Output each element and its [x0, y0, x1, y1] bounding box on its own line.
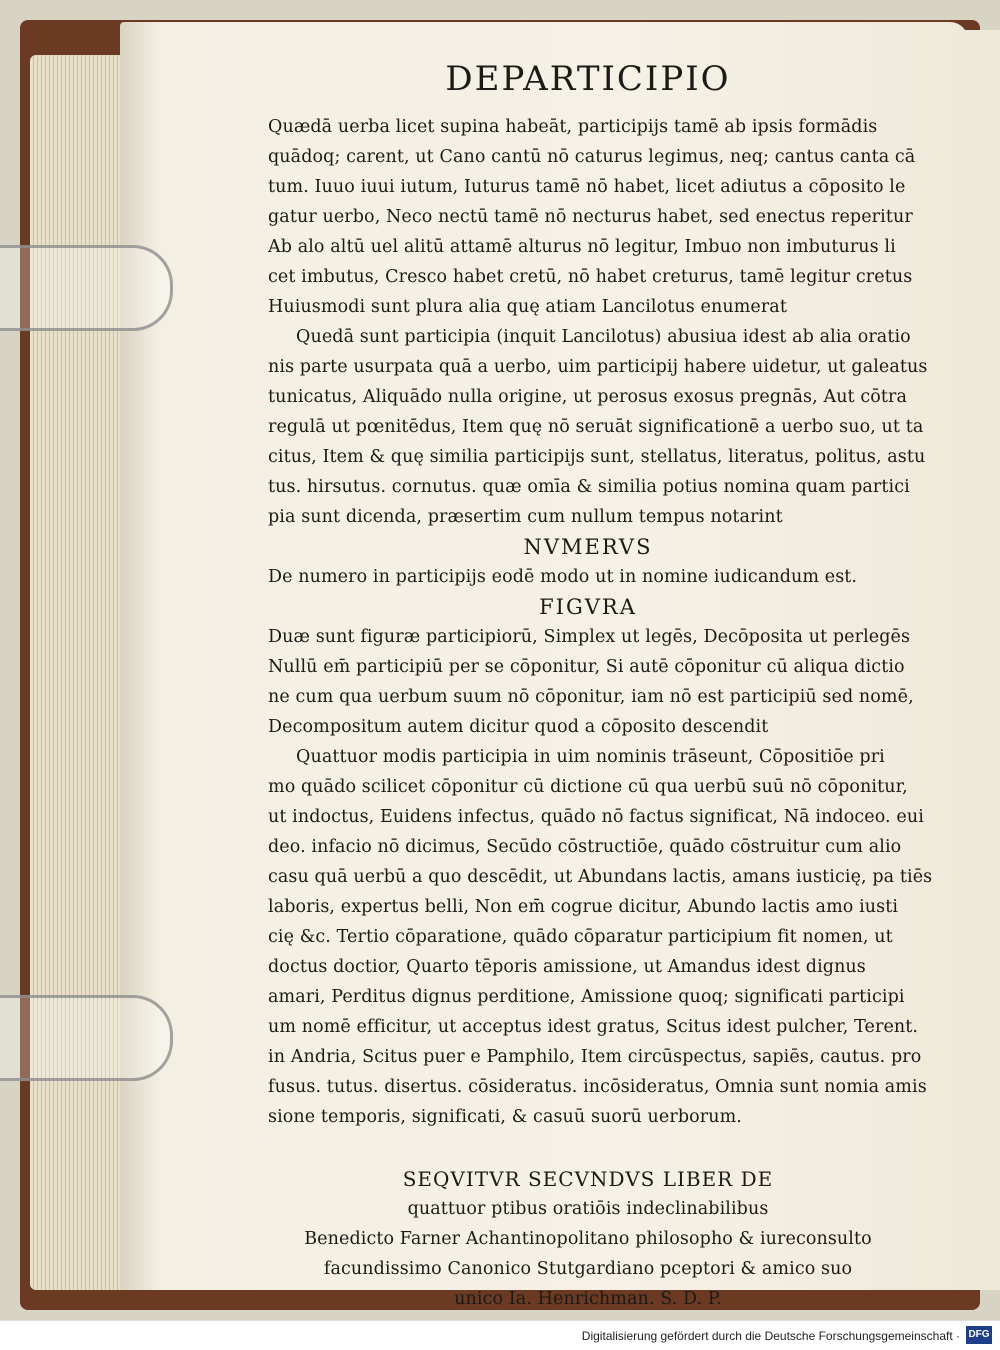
funding-credit: Digitalisierung gefördert durch die Deutsche Forschungsgemeinschaft ·	[581, 1329, 960, 1343]
text-line: Huiusmodi sunt plura alia quę atiam Lancilotus enumerat	[268, 297, 787, 317]
text-line: um nomē efficitur, ut acceptus idest gratus, Scitus idest pulcher, Terent.	[268, 1017, 919, 1037]
text-line: doctus doctior, Quarto tēporis amissione, ut Amandus idest dignus	[268, 957, 866, 977]
text-line: ne cum qua uerbum suum nō cōponitur, iam nō est participiū sed nomē,	[268, 687, 914, 707]
text-line: Quedā sunt participia (inquit Lancilotus) abusiua idest ab alia oratio	[296, 327, 911, 347]
text-line: tum. Iuuo iuui iutum, Iuturus tamē nō habet, licet adiutus a cōposito le	[268, 177, 906, 197]
colophon-line: quattuor ptibus oratiōis indeclinabilibus	[407, 1199, 769, 1219]
dfg-logo: DFG	[966, 1326, 992, 1344]
text-line: sione temporis, significati, & casuū suorū uerborum.	[268, 1107, 742, 1127]
text-line: in Andria, Scitus puer e Pamphilo, Item circūspectus, sapiēs, cautus. pro	[268, 1047, 922, 1067]
text-line: Decompositum autem dicitur quod a cōposito descendit	[268, 717, 769, 737]
text-line: fusus. tutus. disertus. cōsideratus. incōsideratus, Omnia sunt nomia amis	[268, 1077, 927, 1097]
text-line: amari, Perditus dignus perditione, Amissione quoq; significati participi	[268, 987, 905, 1007]
colophon-line: Benedicto Farner Achantinopolitano philosopho & iureconsulto	[304, 1229, 872, 1249]
text-line: gatur uerbo, Neco nectū tamē nō necturus habet, sed enectus reperitur	[268, 207, 913, 227]
text-line: deo. infacio nō dicimus, Secūdo cōstructiōe, quādo cōstruitur cum alio	[268, 837, 902, 857]
text-line: Ab alo altū uel alitū attamē alturus nō legitur, Imbuo non imbuturus li	[268, 237, 896, 257]
text-line: Nullū em̄ participiū per se cōponitur, Si autē cōponitur cū aliqua dictio	[268, 657, 905, 677]
page-clip-top	[0, 245, 173, 331]
colophon-line: unico Ia. Henrichman. S. D. P.	[454, 1289, 722, 1309]
facing-page	[960, 30, 1000, 1290]
text-line: Quædā uerba licet supina habeāt, participijs tamē ab ipsis formādis	[268, 117, 878, 137]
page-clip-bottom	[0, 995, 173, 1081]
section-gap	[268, 1132, 908, 1164]
footer-bar	[0, 1320, 1000, 1350]
text-line: laboris, expertus belli, Non em̄ cogrue dicitur, Abundo lactis amo iusti	[268, 897, 899, 917]
text-line: ut indoctus, Euidens infectus, quādo nō factus significat, Nā indoceo. eui	[268, 807, 924, 827]
text-line: tus. hirsutus. cornutus. quæ omīa & similia potius nomina quam partici	[268, 477, 910, 497]
text-line: cet imbutus, Cresco habet cretū, nō habet creturus, tamē legitur cretus	[268, 267, 913, 287]
text-line: casu quā uerbū a quo descēdit, ut Abundans lactis, amans iusticię, pa tiēs	[268, 867, 933, 887]
page-text	[268, 48, 933, 1314]
text-line: Duæ sunt figuræ participiorū, Simplex ut legēs, Decōposita ut perlegēs	[268, 627, 911, 647]
text-line: tunicatus, Aliquādo nulla origine, ut perosus exosus pregnās, Aut cōtra	[268, 387, 908, 407]
text-line: De numero in participijs eodē modo ut in nomine iudicandum est.	[268, 567, 858, 587]
text-line: citus, Item & quę similia participijs sunt, stellatus, literatus, politus, astu	[268, 447, 926, 467]
text-line: regulā ut pœnitēdus, Item quę nō seruāt significationē a uerbo suo, ut ta	[268, 417, 924, 437]
subheading-numerus: NVMERVS	[523, 535, 653, 559]
colophon-line: facundissimo Canonico Stutgardiano pceptori & amico suo	[323, 1259, 853, 1279]
subheading-figura: FIGVRA	[539, 595, 637, 619]
text-line: nis parte usurpata quā a uerbo, uim participij habere uidetur, ut galeatus	[268, 357, 928, 377]
text-line: mo quādo scilicet cōponitur cū dictione cū qua uerbū suū nō cōponitur,	[268, 777, 908, 797]
text-line: quādoq; carent, ut Cano cantū nō caturus legimus, neq; cantus canta cā	[268, 147, 916, 167]
colophon-heading: SEQVITVR SECVNDVS LIBER DE	[402, 1167, 774, 1191]
text-line: pia sunt dicenda, præsertim cum nullum tempus notarint	[268, 507, 783, 527]
text-line: Quattuor modis participia in uim nominis trāseunt, Cōpositiōe pri	[296, 747, 885, 767]
text-line: cię &c. Tertio cōparatione, quādo cōparatur participium fit nomen, ut	[268, 927, 893, 947]
page-heading: DEPARTICIPIO	[445, 59, 731, 99]
